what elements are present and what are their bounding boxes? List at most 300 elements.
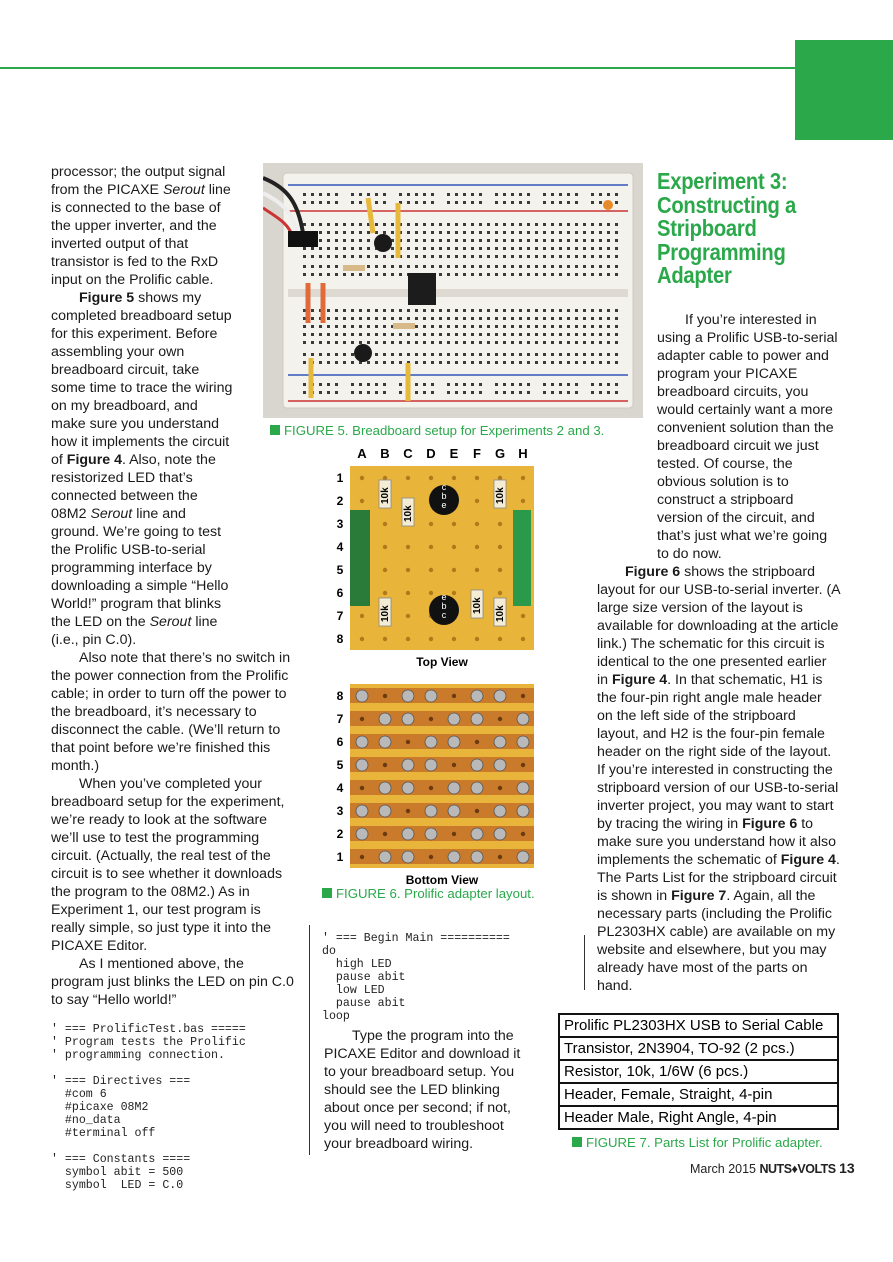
breadboard-hole [383, 333, 386, 336]
breadboard-hole [439, 247, 442, 250]
board-hole [521, 694, 525, 698]
board-hole [498, 522, 502, 526]
breadboard-hole [351, 231, 354, 234]
breadboard-hole [495, 391, 498, 394]
breadboard-hole [455, 231, 458, 234]
breadboard-hole [591, 353, 594, 356]
breadboard-hole [519, 325, 522, 328]
breadboard-hole [495, 383, 498, 386]
breadboard-hole [519, 353, 522, 356]
breadboard-hole [455, 341, 458, 344]
breadboard-hole [359, 383, 362, 386]
breadboard-hole [519, 317, 522, 320]
breadboard-hole [503, 223, 506, 226]
breadboard-hole [471, 273, 474, 276]
breadboard-hole [551, 239, 554, 242]
resistor-label: 10k [495, 605, 506, 622]
solder-joint [402, 851, 414, 863]
resistor-label: 10k [380, 487, 391, 504]
solder-joint [402, 713, 414, 725]
breadboard-hole [551, 273, 554, 276]
breadboard-hole [327, 265, 330, 268]
breadboard-hole [375, 325, 378, 328]
paragraph-3: Also note that there’s no switch in the power connection from the Prolific cable; in order to turn off the power to the breadboard, it’s necessary to disconnect the cable. (We’ll return to that point before we’re finished this month.) [51, 650, 291, 774]
breadboard-hole [479, 317, 482, 320]
breadboard-hole [503, 391, 506, 394]
breadboard-hole [407, 317, 410, 320]
breadboard-hole [567, 309, 570, 312]
row-label: 5 [336, 758, 344, 772]
solder-joint [494, 759, 506, 771]
column-divider [309, 925, 310, 1155]
breadboard-hole [591, 333, 594, 336]
breadboard-hole [335, 273, 338, 276]
breadboard-hole [311, 317, 314, 320]
breadboard-hole [487, 239, 490, 242]
breadboard-hole [575, 231, 578, 234]
breadboard-hole [495, 341, 498, 344]
breadboard-hole [375, 223, 378, 226]
breadboard-hole [495, 317, 498, 320]
breadboard-hole [455, 193, 458, 196]
breadboard-hole [335, 201, 338, 204]
breadboard-hole [615, 247, 618, 250]
column-label: C [403, 446, 413, 461]
breadboard-hole [471, 325, 474, 328]
breadboard-hole [495, 325, 498, 328]
board-hole [360, 717, 364, 721]
breadboard-hole [511, 193, 514, 196]
breadboard-hole [367, 333, 370, 336]
breadboard-hole [447, 391, 450, 394]
breadboard-hole [551, 255, 554, 258]
breadboard-hole [375, 333, 378, 336]
breadboard-hole [447, 317, 450, 320]
breadboard-hole [391, 223, 394, 226]
breadboard-hole [503, 361, 506, 364]
breadboard-hole [607, 239, 610, 242]
breadboard-hole [511, 383, 514, 386]
breadboard-hole [335, 247, 338, 250]
breadboard-hole [511, 255, 514, 258]
breadboard-hole [375, 309, 378, 312]
breadboard-hole [415, 201, 418, 204]
solder-joint [517, 782, 529, 794]
transistor-pin-label: b [441, 601, 447, 611]
breadboard-hole [423, 317, 426, 320]
row-label: 3 [336, 804, 344, 818]
breadboard-hole [607, 231, 610, 234]
breadboard-hole [303, 361, 306, 364]
breadboard-hole [407, 255, 410, 258]
breadboard-hole [527, 255, 530, 258]
breadboard-hole [399, 353, 402, 356]
breadboard-hole [591, 231, 594, 234]
breadboard-hole [359, 341, 362, 344]
breadboard-hole [447, 255, 450, 258]
breadboard-hole [351, 353, 354, 356]
breadboard-hole [591, 341, 594, 344]
breadboard-hole [415, 353, 418, 356]
breadboard-hole [399, 391, 402, 394]
table-row: Prolific PL2303HX USB to Serial Cable [559, 1014, 838, 1037]
breadboard-hole [391, 333, 394, 336]
breadboard-hole [383, 391, 386, 394]
breadboard-hole [431, 333, 434, 336]
breadboard-hole [471, 353, 474, 356]
breadboard-hole [503, 325, 506, 328]
breadboard-hole [479, 193, 482, 196]
breadboard-hole [543, 353, 546, 356]
breadboard-hole [319, 273, 322, 276]
breadboard-hole [519, 265, 522, 268]
header-rule [0, 67, 795, 69]
breadboard-hole [583, 239, 586, 242]
breadboard-hole [415, 341, 418, 344]
breadboard-hole [399, 317, 402, 320]
breadboard-hole [599, 247, 602, 250]
breadboard-hole [375, 391, 378, 394]
caption-square-icon [322, 888, 332, 898]
board-hole [475, 637, 479, 641]
solder-joint [425, 736, 437, 748]
breadboard-hole [463, 391, 466, 394]
breadboard-hole [367, 325, 370, 328]
figure-5-breadboard-photo [263, 163, 643, 418]
solder-joint [379, 736, 391, 748]
column-label: B [380, 446, 390, 461]
breadboard-hole [471, 255, 474, 258]
breadboard-hole [559, 239, 562, 242]
breadboard-hole [311, 247, 314, 250]
solder-joint [356, 736, 368, 748]
board-hole [406, 809, 410, 813]
breadboard-hole [423, 201, 426, 204]
breadboard-hole [335, 265, 338, 268]
breadboard-hole [551, 361, 554, 364]
breadboard-hole [487, 265, 490, 268]
breadboard-hole [479, 265, 482, 268]
board-hole [406, 740, 410, 744]
breadboard-hole [583, 223, 586, 226]
breadboard-hole [415, 255, 418, 258]
breadboard-hole [471, 317, 474, 320]
breadboard-hole [359, 325, 362, 328]
breadboard-hole [463, 333, 466, 336]
breadboard-hole [615, 223, 618, 226]
breadboard-hole [575, 239, 578, 242]
breadboard-hole [471, 391, 474, 394]
breadboard-hole [423, 383, 426, 386]
breadboard-hole [551, 247, 554, 250]
breadboard-hole [463, 383, 466, 386]
breadboard-hole [351, 223, 354, 226]
breadboard-hole [479, 333, 482, 336]
breadboard-hole [487, 255, 490, 258]
board-hole [360, 476, 364, 480]
breadboard-hole [319, 255, 322, 258]
breadboard-hole [455, 223, 458, 226]
breadboard-hole [543, 391, 546, 394]
board-hole [406, 591, 410, 595]
breadboard-hole [423, 309, 426, 312]
resistor-label: 10k [403, 505, 414, 522]
board-hole [521, 763, 525, 767]
board-hole [360, 499, 364, 503]
breadboard-hole [415, 317, 418, 320]
breadboard-hole [535, 247, 538, 250]
breadboard-hole [479, 273, 482, 276]
breadboard-hole [487, 317, 490, 320]
breadboard-hole [455, 239, 458, 242]
board-hole [406, 476, 410, 480]
breadboard-hole [463, 353, 466, 356]
breadboard-hole [559, 391, 562, 394]
breadboard-hole [367, 265, 370, 268]
breadboard-hole [591, 317, 594, 320]
breadboard-hole [615, 255, 618, 258]
row-label: 7 [336, 712, 344, 726]
breadboard-hole [543, 341, 546, 344]
breadboard-hole [487, 325, 490, 328]
breadboard-hole [447, 353, 450, 356]
board-hole [383, 568, 387, 572]
breadboard-hole [343, 309, 346, 312]
row-label: 4 [336, 540, 344, 554]
breadboard-hole [319, 201, 322, 204]
code-listing-main: ' === Begin Main ========== do high LED pause abit low LED pause abit loop [322, 932, 510, 1023]
breadboard-hole [439, 317, 442, 320]
breadboard-hole [543, 247, 546, 250]
breadboard-hole [319, 361, 322, 364]
breadboard-hole [343, 317, 346, 320]
breadboard-hole [591, 361, 594, 364]
breadboard-hole [399, 193, 402, 196]
breadboard-hole [535, 265, 538, 268]
breadboard-hole [383, 353, 386, 356]
transistor-pin-label: e [441, 500, 447, 510]
board-hole [383, 637, 387, 641]
breadboard-hole [495, 353, 498, 356]
breadboard-hole [543, 193, 546, 196]
breadboard-hole [519, 273, 522, 276]
breadboard-hole [415, 391, 418, 394]
breadboard-hole [567, 333, 570, 336]
breadboard-hole [367, 383, 370, 386]
breadboard-hole [503, 309, 506, 312]
breadboard-hole [311, 265, 314, 268]
breadboard-hole [319, 239, 322, 242]
solder-joint [448, 851, 460, 863]
breadboard-hole [583, 361, 586, 364]
breadboard-hole [375, 255, 378, 258]
breadboard-hole [567, 353, 570, 356]
solder-joint [471, 690, 483, 702]
parts-list-table [558, 1013, 839, 1130]
breadboard-hole [479, 341, 482, 344]
breadboard-hole [543, 223, 546, 226]
board-hole [498, 591, 502, 595]
breadboard-hole [583, 333, 586, 336]
breadboard-hole [495, 239, 498, 242]
board-hole [429, 591, 433, 595]
breadboard-hole [519, 193, 522, 196]
breadboard-hole [471, 201, 474, 204]
breadboard-hole [551, 265, 554, 268]
breadboard-hole [511, 333, 514, 336]
breadboard-hole [423, 325, 426, 328]
footer-date: March 2015 [690, 1162, 757, 1176]
row-label: 5 [336, 563, 344, 577]
breadboard-hole [551, 317, 554, 320]
breadboard-hole [599, 193, 602, 196]
breadboard-hole [431, 193, 434, 196]
breadboard-hole [367, 361, 370, 364]
breadboard-hole [303, 353, 306, 356]
breadboard-hole [471, 383, 474, 386]
column-label: H [518, 446, 528, 461]
breadboard-hole [519, 223, 522, 226]
breadboard-hole [527, 341, 530, 344]
breadboard-hole [327, 201, 330, 204]
breadboard-hole [415, 247, 418, 250]
breadboard-hole [415, 383, 418, 386]
breadboard-hole [575, 247, 578, 250]
breadboard-hole [463, 309, 466, 312]
breadboard-hole [591, 391, 594, 394]
breadboard-hole [551, 231, 554, 234]
breadboard-hole [455, 273, 458, 276]
breadboard-hole [407, 309, 410, 312]
breadboard-hole [351, 383, 354, 386]
board-hole [406, 614, 410, 618]
breadboard-hole [455, 333, 458, 336]
breadboard-hole [567, 361, 570, 364]
breadboard-hole [431, 201, 434, 204]
breadboard-hole [343, 333, 346, 336]
breadboard-hole [535, 239, 538, 242]
breadboard-hole [463, 231, 466, 234]
breadboard-hole [399, 265, 402, 268]
copper-strip [350, 734, 534, 749]
board-hole [360, 637, 364, 641]
breadboard-hole [503, 247, 506, 250]
breadboard-hole [463, 325, 466, 328]
experiment-3-heading: Experiment 3: Constructing a Stripboard Programming Adapter [657, 168, 796, 288]
breadboard-hole [583, 255, 586, 258]
breadboard-hole [407, 223, 410, 226]
breadboard-hole [487, 333, 490, 336]
breadboard-hole [383, 341, 386, 344]
breadboard-hole [359, 309, 362, 312]
breadboard-hole [495, 255, 498, 258]
column-divider-right [584, 935, 585, 990]
breadboard-hole [439, 273, 442, 276]
board-hole [475, 476, 479, 480]
breadboard-hole [311, 353, 314, 356]
breadboard-hole [407, 341, 410, 344]
breadboard-hole [303, 193, 306, 196]
breadboard-hole [463, 193, 466, 196]
board-hole [429, 637, 433, 641]
breadboard-hole [375, 361, 378, 364]
breadboard-hole [383, 317, 386, 320]
row-label: 3 [336, 517, 344, 531]
figure-6-stripboard-layout [330, 444, 540, 884]
breadboard-hole [511, 325, 514, 328]
breadboard-hole [471, 361, 474, 364]
paragraph-2: Figure 5 shows my completed breadboard setup for this experiment. Before assembling your own breadboard circuit, take some time to trace the wiring on my breadboard, and make sure you understand how it implements the circuit of Figure 4. Also, note the resistorized LED that’s connected between the 08M2 Serout line and ground. We’re going to test the Prolific USB-to-serial programming interface by downloading a simple “Hello World!” program that blinks the LED on the Serout line (i.e., pin C.0). [51, 290, 233, 648]
caption-square-icon [572, 1137, 582, 1147]
copper-strip [350, 826, 534, 841]
breadboard-hole [303, 247, 306, 250]
transistor-pin-label: e [441, 592, 447, 602]
board-hole [383, 591, 387, 595]
breadboard-hole [359, 391, 362, 394]
breadboard-hole [359, 247, 362, 250]
breadboard-hole [503, 383, 506, 386]
breadboard-hole [567, 341, 570, 344]
breadboard-hole [615, 239, 618, 242]
breadboard-hole [367, 317, 370, 320]
breadboard-hole [335, 239, 338, 242]
breadboard-hole [383, 223, 386, 226]
breadboard-hole [335, 193, 338, 196]
breadboard-hole [351, 317, 354, 320]
breadboard-hole [375, 193, 378, 196]
breadboard-hole [375, 265, 378, 268]
breadboard-hole [447, 309, 450, 312]
solder-joint [379, 851, 391, 863]
board-hole [383, 763, 387, 767]
breadboard-hole [343, 341, 346, 344]
breadboard-hole [431, 309, 434, 312]
breadboard-hole [567, 317, 570, 320]
breadboard-hole [327, 383, 330, 386]
breadboard-hole [367, 231, 370, 234]
breadboard-hole [511, 265, 514, 268]
breadboard-hole [591, 223, 594, 226]
breadboard-hole [407, 201, 410, 204]
breadboard-hole [463, 201, 466, 204]
breadboard-hole [575, 255, 578, 258]
breadboard-hole [591, 247, 594, 250]
breadboard-hole [479, 255, 482, 258]
breadboard-hole [351, 247, 354, 250]
table-row: Header Male, Right Angle, 4-pin [559, 1106, 838, 1129]
breadboard-hole [319, 383, 322, 386]
solder-joint [471, 713, 483, 725]
breadboard-hole [527, 391, 530, 394]
breadboard-hole [423, 353, 426, 356]
breadboard-hole [479, 239, 482, 242]
breadboard-hole [415, 325, 418, 328]
breadboard-hole [431, 223, 434, 226]
breadboard-hole [543, 265, 546, 268]
breadboard-hole [495, 193, 498, 196]
breadboard-hole [463, 255, 466, 258]
breadboard-hole [439, 325, 442, 328]
row-label: 1 [336, 850, 344, 864]
copper-strip [350, 688, 534, 703]
solder-joint [471, 759, 483, 771]
solder-joint [471, 828, 483, 840]
breadboard-hole [351, 255, 354, 258]
breadboard-hole [591, 239, 594, 242]
breadboard-hole [383, 193, 386, 196]
breadboard-hole [511, 317, 514, 320]
breadboard-hole [599, 273, 602, 276]
